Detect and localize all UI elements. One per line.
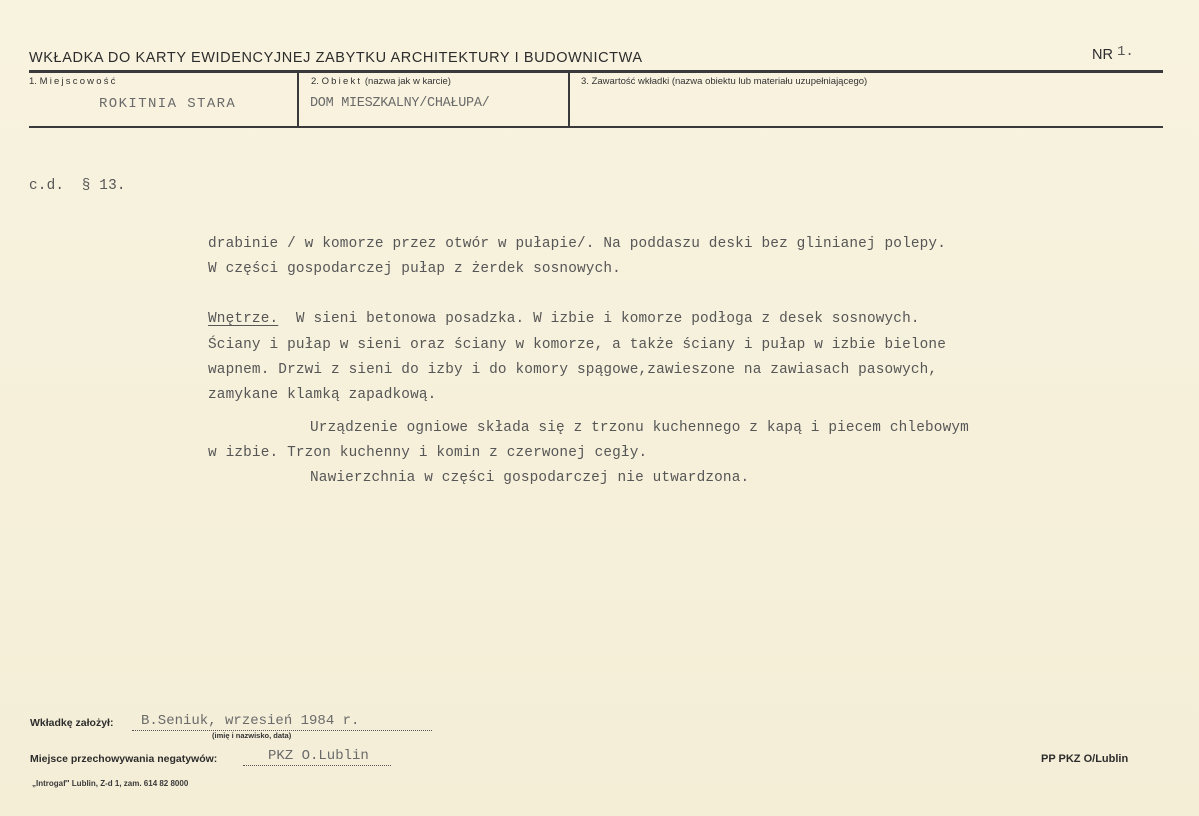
body-line-5: wapnem. Drzwi z sieni do izby i do komory spągowe,zawieszone na zawiasach pasowych, <box>208 362 938 378</box>
section-reference: c.d. § 13. <box>29 178 126 194</box>
body-line-6: zamykane klamką zapadkową. <box>208 387 437 403</box>
body-line-3 <box>208 311 920 327</box>
founder-caption: (imię i nazwisko, data) <box>212 731 292 740</box>
field-locality-number: 1. <box>29 76 37 87</box>
field-contents-note: (nazwa obiektu lub materiału uzupełniającego) <box>671 76 868 87</box>
field-locality-label <box>29 76 118 87</box>
body-line-4: Ściany i pułap w sieni oraz ściany w komorze, a także ściany i pułap w izbie bielone <box>208 337 947 353</box>
header-rule <box>29 70 1163 73</box>
field-object-number: 2. <box>311 76 319 87</box>
founder-value: B.Seniuk, wrzesień 1984 r. <box>141 713 360 729</box>
field-contents-title: Zawartość wkładki <box>591 76 670 87</box>
storage-label: Miejsce przechowywania negatywów: <box>30 753 218 765</box>
storage-dotted-line <box>243 765 391 766</box>
sheet-number-value: 1. <box>1116 44 1134 60</box>
field-divider-1 <box>297 73 299 126</box>
body-line-8: w izbie. Trzon kuchenny i komin z czerwonej cegły. <box>208 445 648 461</box>
body-line-2: W części gospodarczej pułap z żerdek sosnowych. <box>208 261 621 277</box>
fields-bottom-rule <box>29 126 1163 128</box>
field-contents-label <box>581 76 867 87</box>
heading-interior: Wnętrze. <box>208 311 279 327</box>
sheet-number-label: NR <box>1092 47 1113 63</box>
field-divider-2 <box>568 73 570 126</box>
body-line-3-text: W sieni betonowa posadzka. W izbie i komorze podłoga z desek sosnowych. <box>295 311 920 327</box>
field-locality-value: ROKITNIA STARA <box>99 96 237 112</box>
storage-value: PKZ O.Lublin <box>268 748 369 764</box>
founder-label: Wkładkę założył: <box>30 717 114 729</box>
field-contents-number: 3. <box>581 76 589 87</box>
field-object-value: DOM MIESZKALNY/CHAŁUPA/ <box>310 96 490 111</box>
printer-imprint: „Introgaf" Lublin, Z-d 1, zam. 614 82 8000 <box>32 779 189 788</box>
body-line-7: Urządzenie ogniowe składa się z trzonu kuchennego z kapą i piecem chlebowym <box>310 420 969 436</box>
field-object-note: (nazwa jak w karcie) <box>364 76 451 87</box>
field-object-label <box>311 76 451 87</box>
form-title: WKŁADKA DO KARTY EWIDENCYJNEJ ZABYTKU ARCHITEKTURY I BUDOWNICTWA <box>29 50 643 66</box>
field-object-title: Obiekt <box>321 76 363 87</box>
sheet-number <box>1092 44 1134 64</box>
body-line-1: drabinie / w komorze przez otwór w pułapie/. Na poddaszu deski bez glinianej polepy. <box>208 236 947 252</box>
body-line-9: Nawierzchnia w części gospodarczej nie utwardzona. <box>310 470 750 486</box>
field-locality-title: Miejscowość <box>39 76 118 87</box>
institution-stamp: PP PKZ O/Lublin <box>1041 753 1129 765</box>
